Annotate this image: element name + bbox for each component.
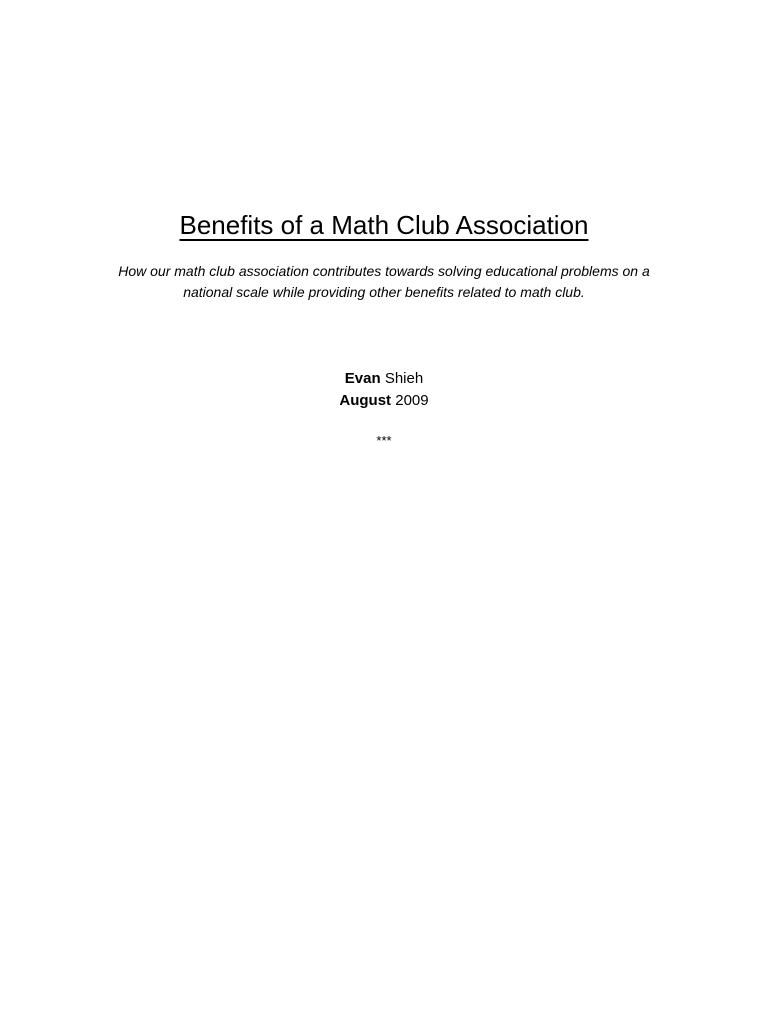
subtitle-line-1: How our math club association contributes towards solving educational problems on a <box>118 263 650 279</box>
byline <box>0 368 768 412</box>
document-title: Benefits of a Math Club Association <box>179 210 589 240</box>
author-first-name: Evan <box>344 370 381 387</box>
date-month: August <box>339 392 392 409</box>
document-subtitle <box>84 261 684 303</box>
section-separator: *** <box>376 433 392 448</box>
author-name <box>0 368 768 390</box>
document-date <box>0 390 768 412</box>
date-year: 2009 <box>395 392 429 409</box>
subtitle-line-2: national scale while providing other benefits related to math club. <box>183 284 585 300</box>
author-last-name: Shieh <box>384 370 424 387</box>
